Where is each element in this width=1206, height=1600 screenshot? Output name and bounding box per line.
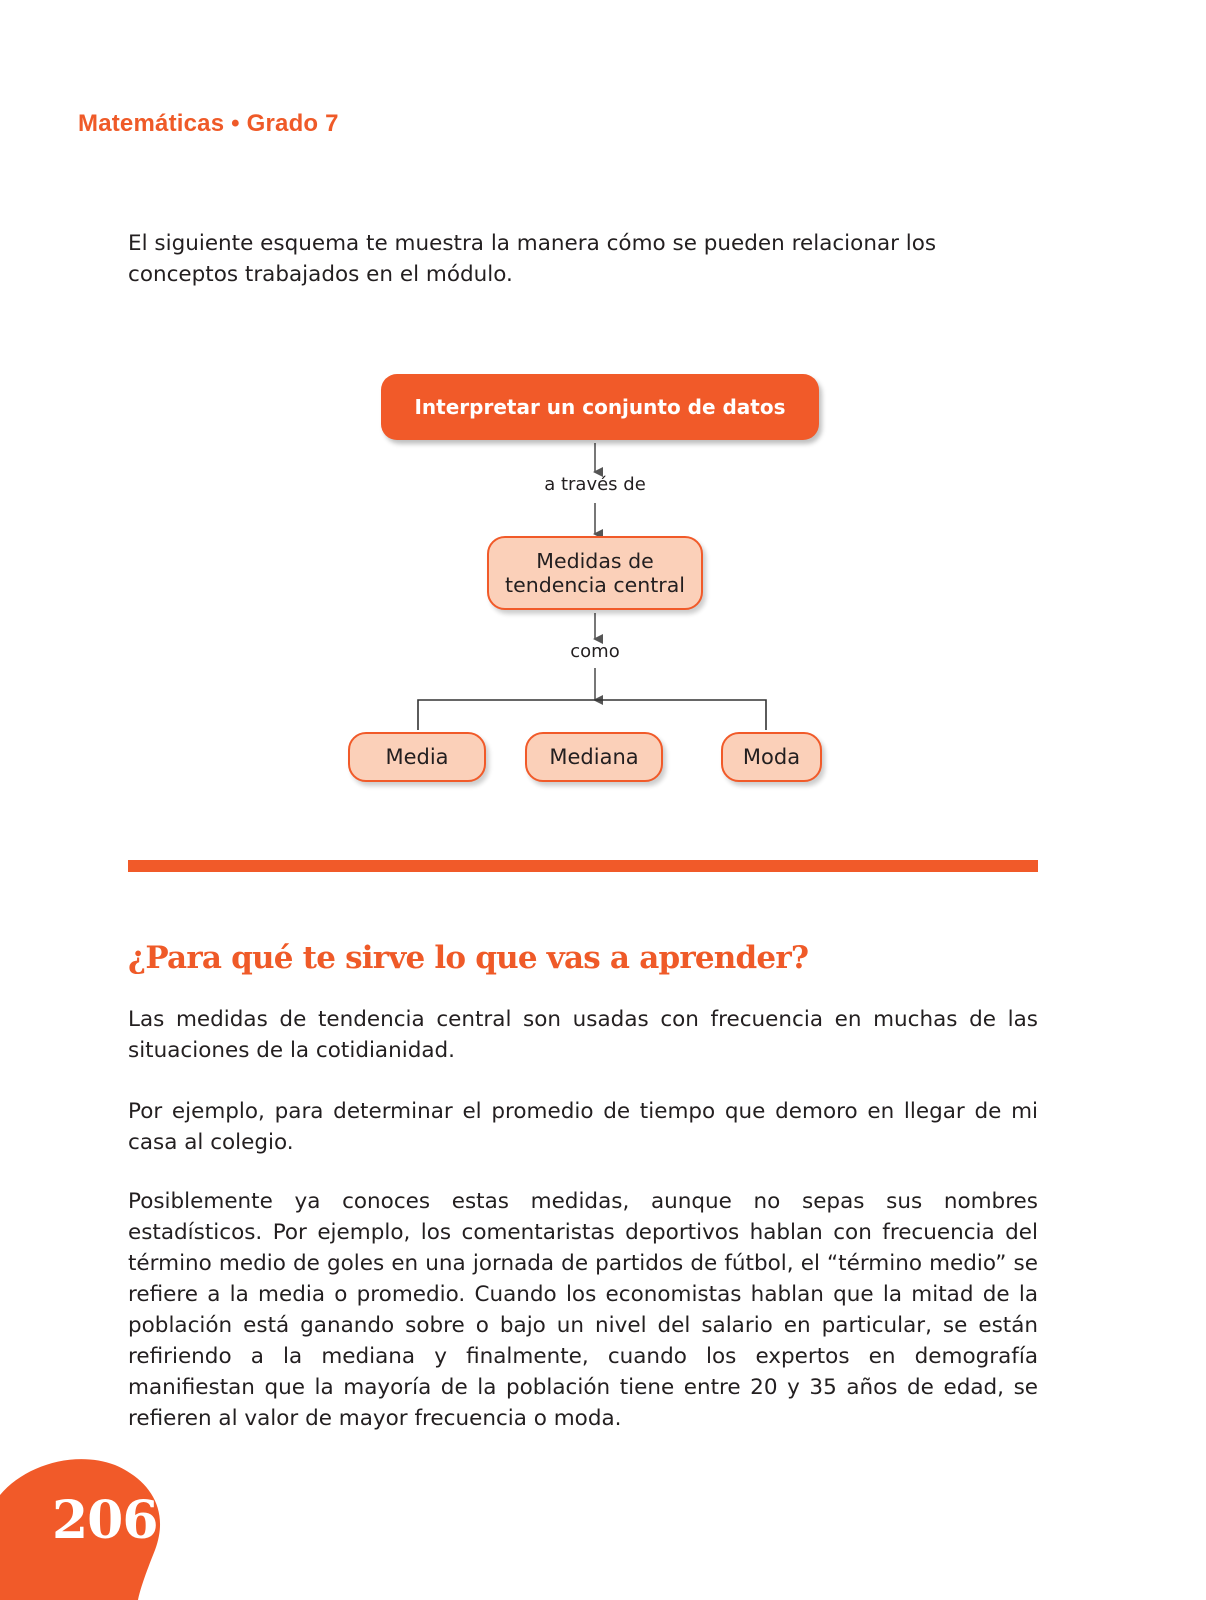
running-header: Matemáticas • Grado 7 bbox=[78, 110, 339, 137]
node-leaf-media: Media bbox=[348, 732, 486, 782]
page-number: 206 bbox=[52, 1490, 158, 1551]
node-leaf-mediana: Mediana bbox=[525, 732, 663, 782]
intro-paragraph: El siguiente esquema te muestra la manera cómo se pueden relacionar los conceptos trabajados en el módulo. bbox=[128, 231, 937, 287]
node-leaf-moda: Moda bbox=[721, 732, 822, 782]
section-title: ¿Para qué te sirve lo que vas a aprender? bbox=[128, 940, 809, 976]
node-root: Interpretar un conjunto de datos bbox=[381, 374, 819, 440]
link-label-a-traves-de: a través de bbox=[544, 474, 646, 495]
branch-connector bbox=[418, 700, 766, 730]
body-paragraph-1: Las medidas de tendencia central son usadas con frecuencia en muchas de las situaciones de la cotidianidad. bbox=[128, 1007, 1038, 1063]
body-paragraph-3: Posiblemente ya conoces estas medidas, aunque no sepas sus nombres estadísticos. Por ejemplo, los comentaristas deportivos hablan con frecuencia del término medio de goles en una jornada de partidos de fútbol, el “término medio” se refiere a la media o promedio. Cuando los economistas hablan que la mitad de la población está ganando sobre o bajo un nivel del salario en particular, se están refiriendo a la mediana y finalmente, cuando los expertos en demografía manifiestan que la mayoría de la población tiene entre 20 y 35 años de edad, se refieren al valor de mayor frecuencia o moda. bbox=[128, 1189, 1038, 1431]
body-paragraph-2: Por ejemplo, para determinar el promedio de tiempo que demoro en llegar de mi casa al colegio. bbox=[128, 1099, 1038, 1155]
link-label-como: como bbox=[570, 641, 620, 662]
section-divider bbox=[128, 860, 1038, 872]
node-middle: Medidas de tendencia central bbox=[487, 536, 703, 610]
